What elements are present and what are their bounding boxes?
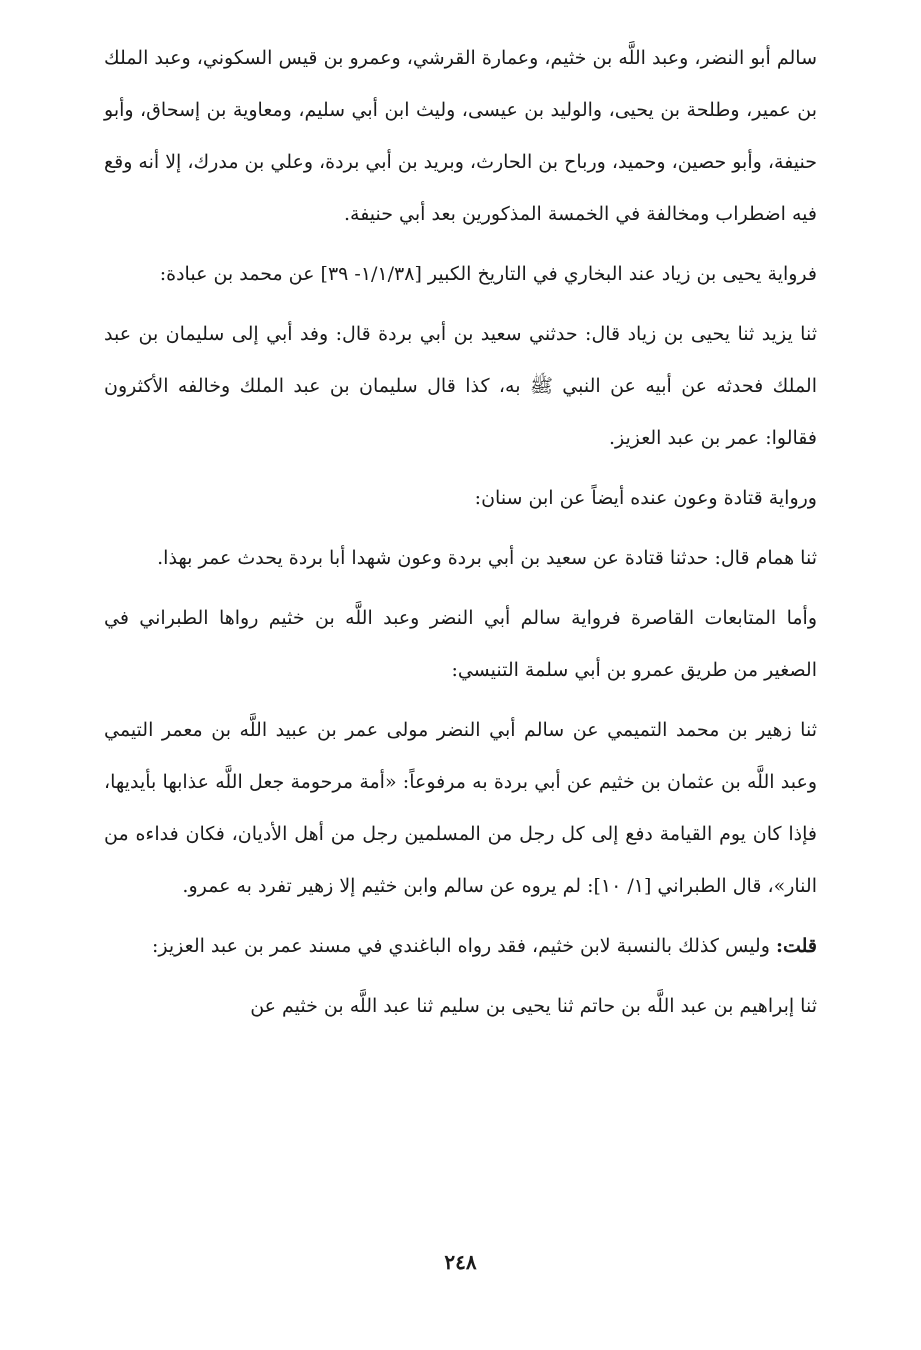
paragraph-text: ثنا زهير بن محمد التميمي عن سالم أبي النضر مولى عمر بن عبيد اللَّه بن معمر التيمي وعبد اللَّه بن عثمان بن خثيم عن أبي بردة به مرفوعاً: «أمة مرحومة جعل اللَّه عذابها بأيديها، فإذا كان يوم القيامة دفع إلى كل رجل من المسلمين رجل من أهل الأديان، فكان فداءه من النار»، قال الطبراني [١/ ١٠]: لم يروه عن سالم وابن خثيم إلا زهير تفرد به عمرو. [104, 719, 817, 897]
paragraph-text: وأما المتابعات القاصرة فرواية سالم أبي النضر وعبد اللَّه بن خثيم رواها الطبراني في الصغير من طريق عمرو بن أبي سلمة التنيسي: [104, 607, 817, 681]
paragraph-text: فرواية يحيى بن زياد عند البخاري في التاريخ الكبير [١/١/٣٨- ٣٩] عن محمد بن عبادة: [159, 263, 817, 285]
paragraph-text: وليس كذلك بالنسبة لابن خثيم، فقد رواه الباغندي في مسند عمر بن عبد العزيز: [152, 935, 776, 957]
paragraph [104, 248, 817, 300]
paragraph [104, 308, 817, 464]
paragraph [104, 532, 817, 584]
paragraph-lead: قلت: [775, 935, 817, 957]
paragraph [104, 472, 817, 524]
paragraph-text: ثنا إبراهيم بن عبد اللَّه بن حاتم ثنا يحيى بن سليم ثنا عبد اللَّه بن خثيم عن [250, 995, 817, 1017]
paragraph [104, 980, 817, 1032]
paragraph [104, 920, 817, 972]
page-number: ٢٤٨ [444, 1250, 477, 1274]
paragraph-text: ثنا همام قال: حدثنا قتادة عن سعيد بن أبي بردة وعون شهدا أبا بردة يحدث عمر بهذا. [157, 547, 817, 569]
paragraph [104, 592, 817, 696]
paragraph-text: ثنا يزيد ثنا يحيى بن زياد قال: حدثني سعيد بن أبي بردة قال: وفد أبي إلى سليمان بن عبد الملك فحدثه عن أبيه عن النبي ﷺ به، كذا قال سليمان بن عبد الملك وخالفه الأكثرون فقالوا: عمر بن عبد العزيز. [104, 323, 817, 449]
paragraph-text: سالم أبو النضر، وعبد اللَّه بن خثيم، وعمارة القرشي، وعمرو بن قيس السكوني، وعبد الملك بن عمير، وطلحة بن يحيى، والوليد بن عيسى، وليث ابن أبي سليم، ومعاوية بن إسحاق، وأبو حنيفة، وأبو حصين، وحميد، ورباح بن الحارث، وبريد بن أبي بردة، وعلي بن مدرك، إلا أنه وقع فيه اضطراب ومخالفة في الخمسة المذكورين بعد أبي حنيفة. [104, 47, 817, 225]
paragraph [104, 32, 817, 240]
paragraph [104, 704, 817, 912]
body-text [104, 32, 817, 1032]
paragraph-text: ورواية قتادة وعون عنده أيضاً عن ابن سنان: [474, 487, 817, 509]
